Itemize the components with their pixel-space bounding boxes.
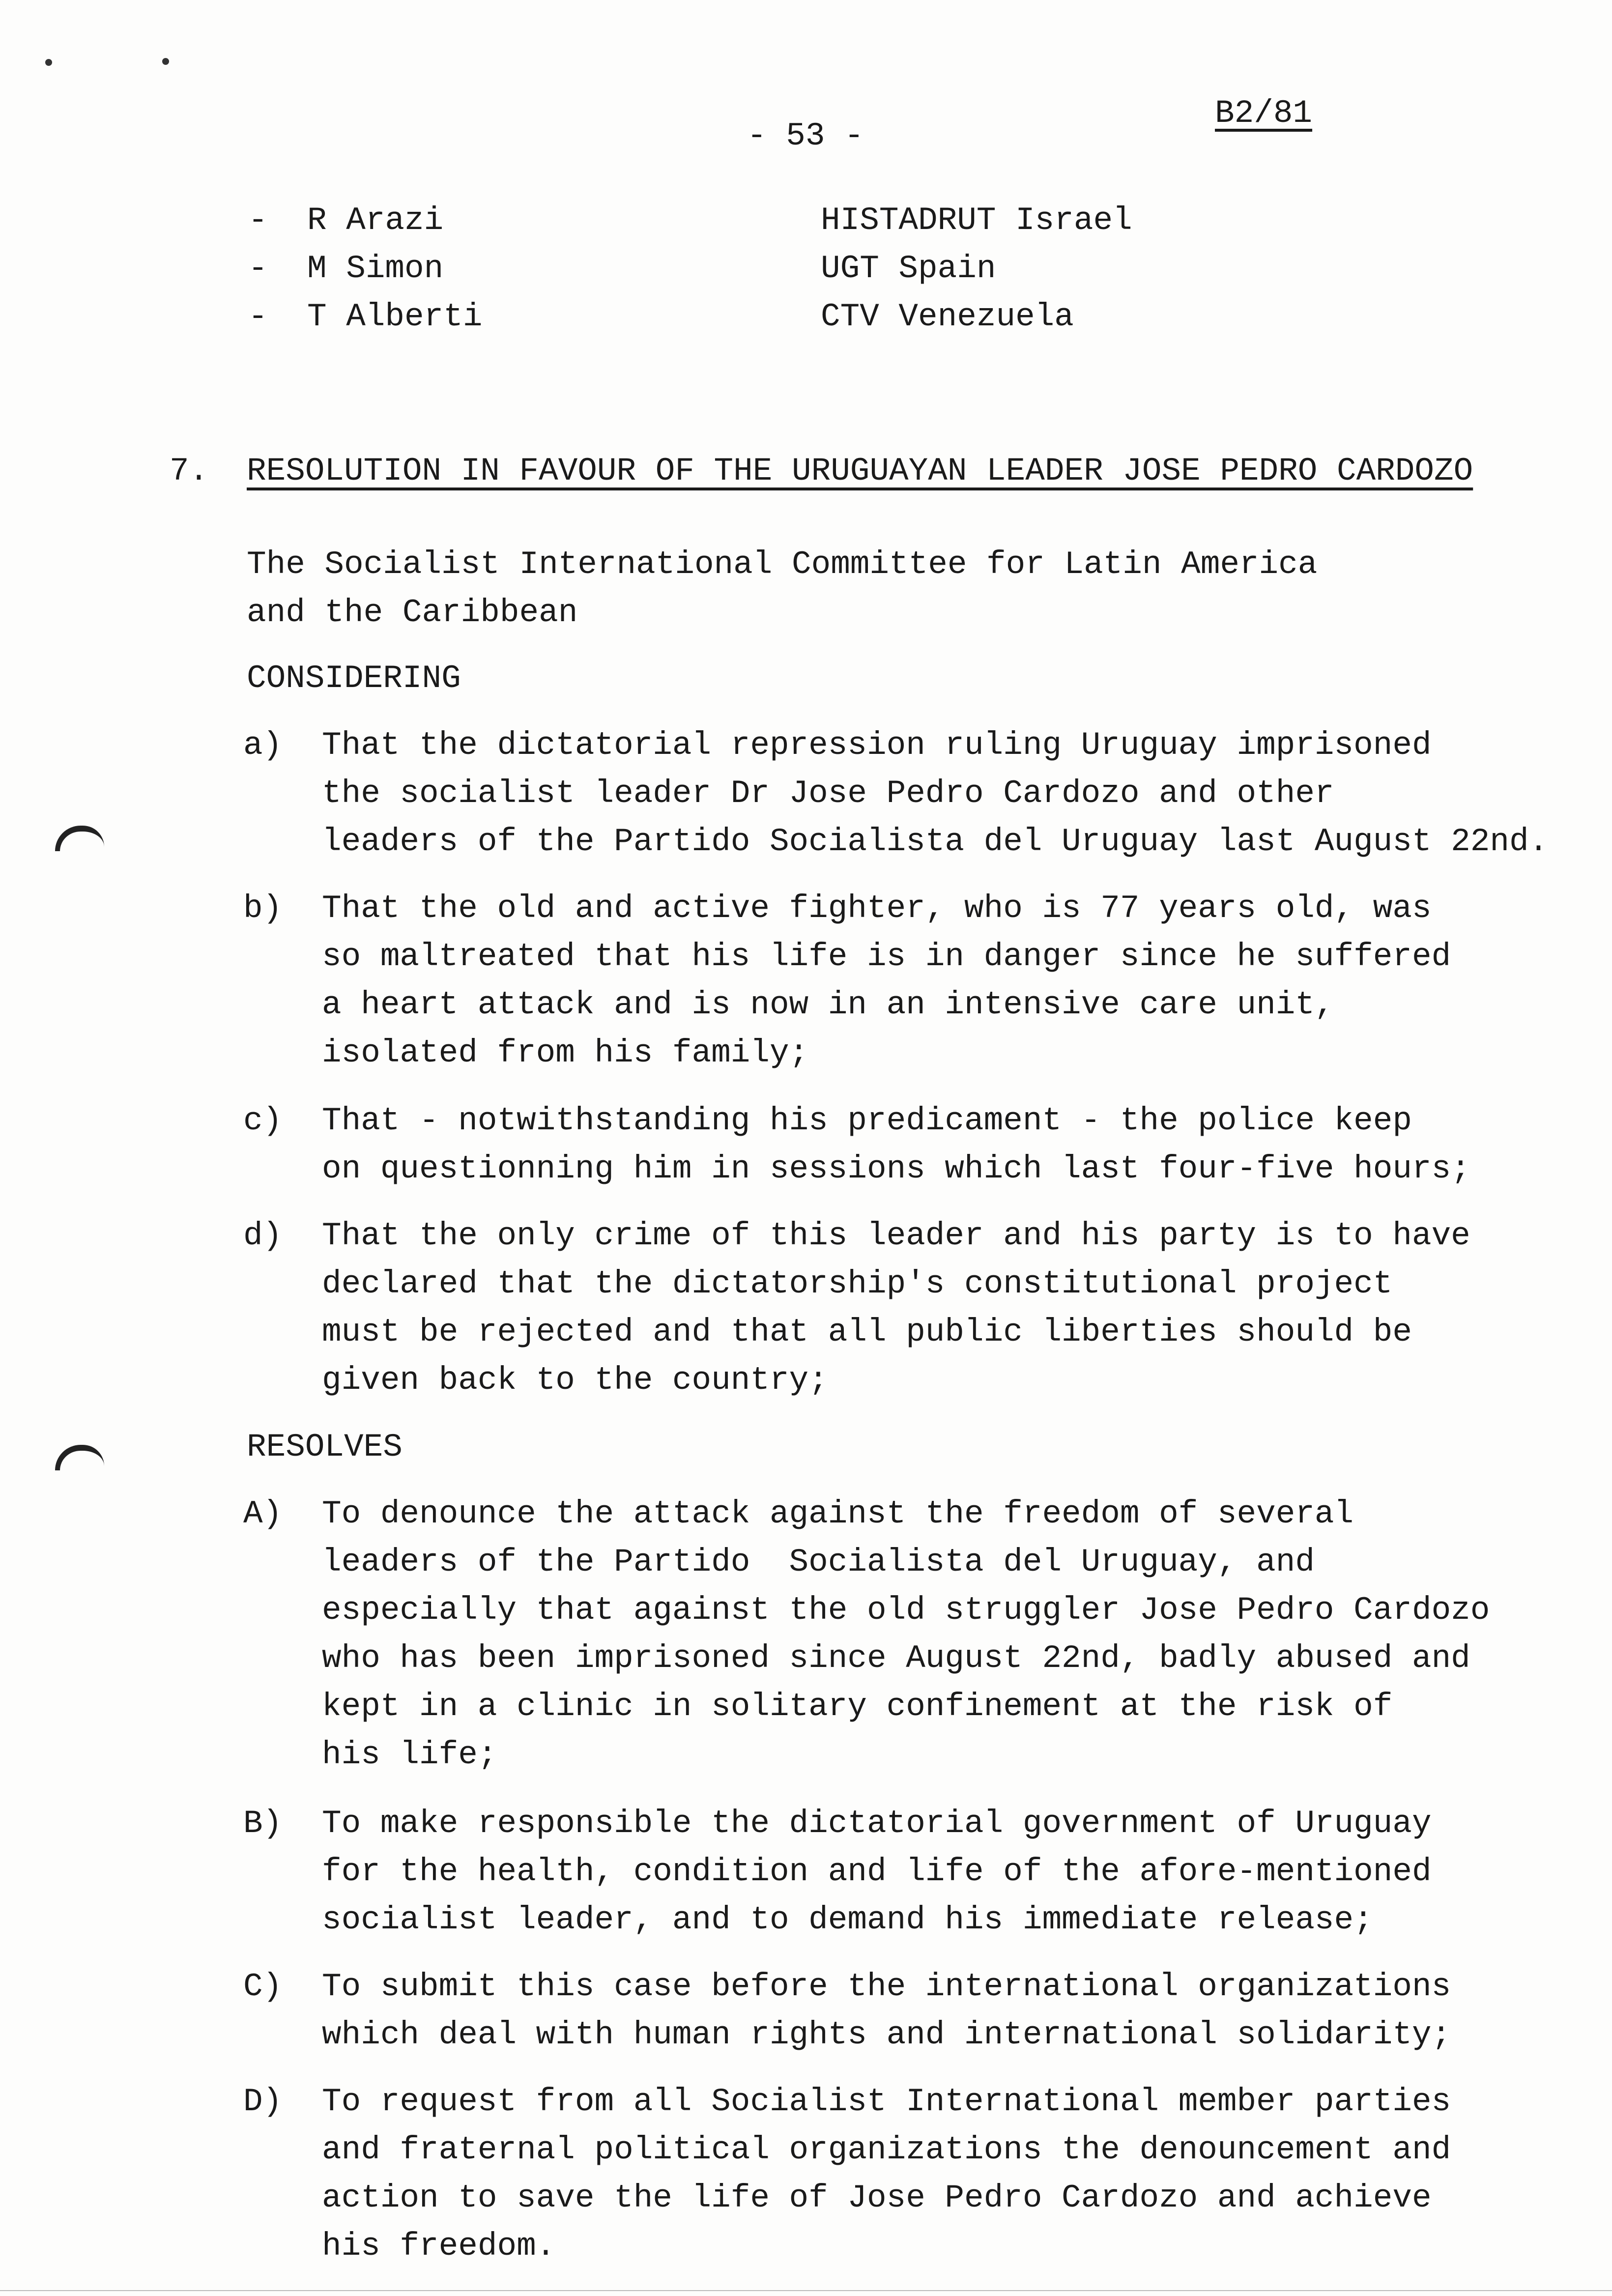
item-line: given back to the country;	[322, 1362, 828, 1399]
participant-name: R Arazi	[307, 202, 444, 239]
item-line: for the health, condition and life of the afore-mentioned	[322, 1853, 1432, 1890]
item-line: That the old and active fighter, who is 77 years old, was	[322, 890, 1432, 927]
item-label: D)	[243, 2083, 283, 2120]
item-label: d)	[243, 1217, 283, 1254]
item-label: c)	[243, 1102, 283, 1139]
item-line: the socialist leader Dr Jose Pedro Cardozo and other	[322, 775, 1334, 812]
item-line: on questionning him in sessions which last four-five hours;	[322, 1150, 1470, 1187]
hole-punch-mark	[55, 826, 104, 851]
item-label: B)	[243, 1805, 283, 1842]
item-line: To request from all Socialist International member parties	[322, 2083, 1451, 2120]
item-line: which deal with human rights and international solidarity;	[322, 2016, 1451, 2053]
participant-name: M Simon	[307, 250, 444, 287]
hole-punch-mark	[55, 1445, 104, 1470]
item-line: so maltreated that his life is in danger since he suffered	[322, 938, 1451, 975]
section-title: RESOLUTION IN FAVOUR OF THE URUGUAYAN LEADER JOSE PEDRO CARDOZO	[247, 453, 1473, 489]
item-line: isolated from his family;	[322, 1034, 809, 1071]
item-label: A)	[243, 1495, 283, 1532]
item-label: C)	[243, 1968, 283, 2005]
item-line: leaders of the Partido Socialista del Uruguay, and	[322, 1544, 1315, 1580]
item-line: That the dictatorial repression ruling Uruguay imprisoned	[322, 727, 1432, 764]
section-number: 7.	[170, 453, 209, 489]
item-line: a heart attack and is now in an intensive care unit,	[322, 986, 1334, 1023]
list-dash: -	[248, 298, 268, 335]
item-line: declared that the dictatorship's constitutional project	[322, 1265, 1393, 1302]
scan-speck	[162, 58, 169, 65]
item-label: a)	[243, 727, 283, 764]
item-line: his life;	[322, 1736, 497, 1773]
participant-organization: CTV Venezuela	[821, 298, 1074, 335]
item-line: must be rejected and that all public liberties should be	[322, 1314, 1412, 1350]
item-line: and fraternal political organizations the denouncement and	[322, 2131, 1451, 2168]
item-line: socialist leader, and to demand his immediate release;	[322, 1901, 1373, 1938]
considering-heading: CONSIDERING	[247, 660, 461, 697]
participant-organization: HISTADRUT Israel	[821, 202, 1132, 239]
item-line: kept in a clinic in solitary confinement at the risk of	[322, 1688, 1393, 1725]
item-line: That the only crime of this leader and his party is to have	[322, 1217, 1470, 1254]
intro-line: The Socialist International Committee for Latin America	[247, 546, 1318, 583]
page-number: - 53 -	[747, 117, 864, 154]
item-line: his freedom.	[322, 2228, 556, 2265]
resolves-heading: RESOLVES	[247, 1429, 403, 1465]
list-dash: -	[248, 202, 268, 239]
scan-edge-line	[0, 2290, 1612, 2291]
item-line: To submit this case before the international organizations	[322, 1968, 1451, 2005]
item-line: To make responsible the dictatorial government of Uruguay	[322, 1805, 1432, 1842]
item-line: who has been imprisoned since August 22nd, badly abused and	[322, 1640, 1470, 1677]
scan-speck	[45, 59, 52, 66]
list-dash: -	[248, 250, 268, 287]
item-line: especially that against the old struggler Jose Pedro Cardozo	[322, 1592, 1490, 1629]
intro-line: and the Caribbean	[247, 594, 578, 631]
participant-organization: UGT Spain	[821, 250, 996, 287]
item-line: leaders of the Partido Socialista del Uruguay last August 22nd.	[322, 823, 1549, 860]
item-line: action to save the life of Jose Pedro Cardozo and achieve	[322, 2180, 1432, 2216]
item-label: b)	[243, 890, 283, 927]
item-line: To denounce the attack against the freedom of several	[322, 1495, 1354, 1532]
participant-name: T Alberti	[307, 298, 483, 335]
item-line: That - notwithstanding his predicament - the police keep	[322, 1102, 1412, 1139]
document-reference: B2/81	[1215, 95, 1313, 132]
